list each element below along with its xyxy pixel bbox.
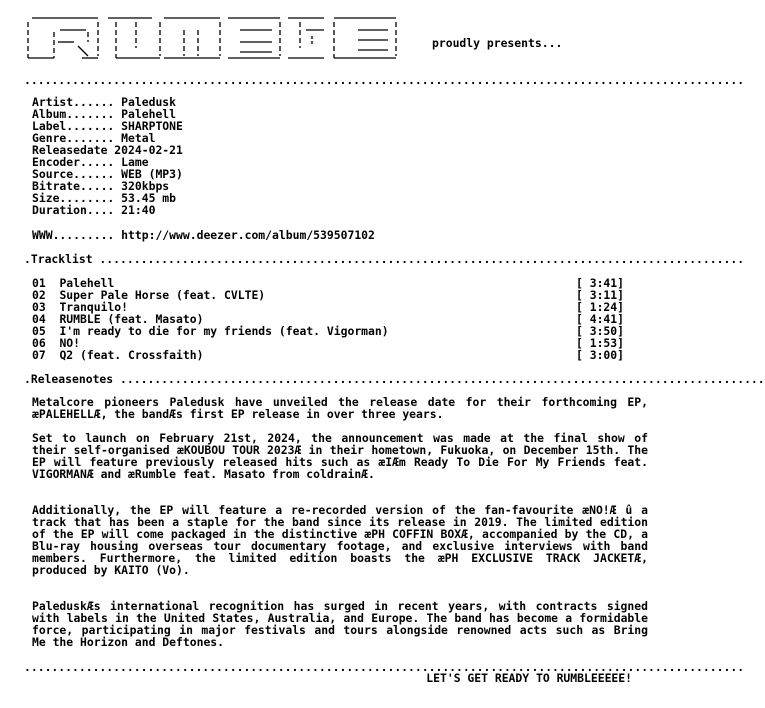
rumble-logo: [24, 8, 404, 66]
track-title: Palehell: [59, 276, 115, 290]
tracklist-heading-text: .Tracklist: [24, 252, 93, 266]
track-duration: [ 1:24]: [576, 300, 625, 314]
separator-bottom: .........................................................................................................: [24, 660, 745, 674]
track-title: Super Pale Horse (feat. CVLTE): [59, 288, 266, 302]
track-number: 04: [32, 312, 46, 326]
info-value: Palehell: [121, 107, 177, 121]
releasenotes-heading-text: .Releasenotes: [24, 372, 114, 386]
releasenote-paragraph: Additionally, the EP will feature a re-recorded version of the fan-favourite æNO!Æ û a track that has been a staple for the band since its release in 2019. The limited edition of the EP will come packaged in the distinctive æPH COFFIN BOXÆ, accompanied by the CD, a Blu-ray housing overseas tour documentary footage, and exclusive interviews with band members. Furthermore, the limited edition boasts the æPH EXCLUSIVE TRACK JACKETÆ, produced by KAITO (Vo).: [32, 503, 648, 577]
track-duration: [ 3:41]: [576, 276, 625, 290]
info-row: [32, 204, 155, 216]
info-value: SHARPTONE: [121, 119, 183, 133]
info-value: Metal: [121, 131, 156, 145]
track-duration: [ 1:53]: [576, 336, 625, 350]
track-row: [32, 349, 203, 361]
track-duration: [ 3:11]: [576, 288, 625, 302]
track-number: 01: [32, 276, 46, 290]
releasenote-paragraph: Metalcore pioneers Paledusk have unveiled the release date for their forthcoming EP, æPALEHELLÆ, the bandÆs first EP release in over three years.: [32, 395, 648, 421]
track-number: 05: [32, 324, 46, 338]
releasenote-paragraph: PaleduskÆs international recognition has surged in recent years, with contracts signed with labels in the United States, Australia, and Europe. The band has become a formidable force, participating in major festivals and tours alongside renowned acts such as Bring Me the Horizon and Deftones.: [32, 599, 648, 649]
info-value: 21:40: [121, 203, 156, 217]
www-row: [32, 229, 375, 241]
info-label: Duration....: [32, 203, 115, 217]
info-label: Artist......: [32, 95, 115, 109]
info-label: Bitrate.....: [32, 179, 115, 193]
info-label: Label.......: [32, 119, 115, 133]
logo-text: RUMBLE: [24, 8, 28, 9]
info-label: Album.......: [32, 107, 115, 121]
info-value: Paledusk: [121, 95, 177, 109]
track-title: Q2 (feat. Crossfaith): [59, 348, 204, 362]
info-label: Genre.......: [32, 131, 115, 145]
info-value: 53.45 mb: [121, 191, 177, 205]
track-title: RUMBLE (feat. Masato): [59, 312, 204, 326]
track-row: [32, 325, 389, 337]
track-number: 06: [32, 336, 46, 350]
info-label: Encoder.....: [32, 155, 115, 169]
tracklist-heading: .Tracklist ..............................................................................................: [24, 252, 745, 266]
rumble-logo-art: [24, 8, 404, 66]
www-link[interactable]: http://www.deezer.com/album/539507102: [121, 228, 375, 242]
info-value: 320kbps: [121, 179, 170, 193]
track-number: 07: [32, 348, 46, 362]
releasenotes-heading: .Releasenotes ..............................................................................................: [24, 372, 765, 386]
www-label: WWW.........: [32, 228, 115, 242]
presents-text: proudly presents...: [432, 36, 563, 50]
track-title: I'm ready to die for my friends (feat. Vigorman): [59, 324, 389, 338]
info-label: Source......: [32, 167, 115, 181]
track-number: 03: [32, 300, 46, 314]
releasenote-paragraph: Set to launch on February 21st, 2024, the announcement was made at the final show of their self-organised æKOUBOU TOUR 2023Æ in their hometown, Fukuoka, on December 15th. The EP will feature previously released hits such as æIÆm Ready To Die For My Friends feat. VIGORMANÆ and æRumble feat. Masato from coldrainÆ.: [32, 431, 648, 481]
track-title: Tranquilo!: [59, 300, 129, 314]
track-duration: [ 4:41]: [576, 312, 625, 326]
track-duration: [ 3:00]: [576, 348, 625, 362]
info-value: 2024-02-21: [114, 143, 183, 157]
info-value: Lame: [121, 155, 149, 169]
track-number: 02: [32, 288, 46, 302]
separator-top: .........................................................................................................: [24, 73, 745, 87]
track-duration: [ 3:50]: [576, 324, 625, 338]
track-title: NO!: [59, 336, 81, 350]
info-label: Releasedate: [32, 143, 108, 157]
info-value: WEB (MP3): [121, 167, 183, 181]
footer-tagline: LET'S GET READY TO RUMBLEEEEE!: [426, 671, 632, 685]
info-label: Size........: [32, 191, 115, 205]
